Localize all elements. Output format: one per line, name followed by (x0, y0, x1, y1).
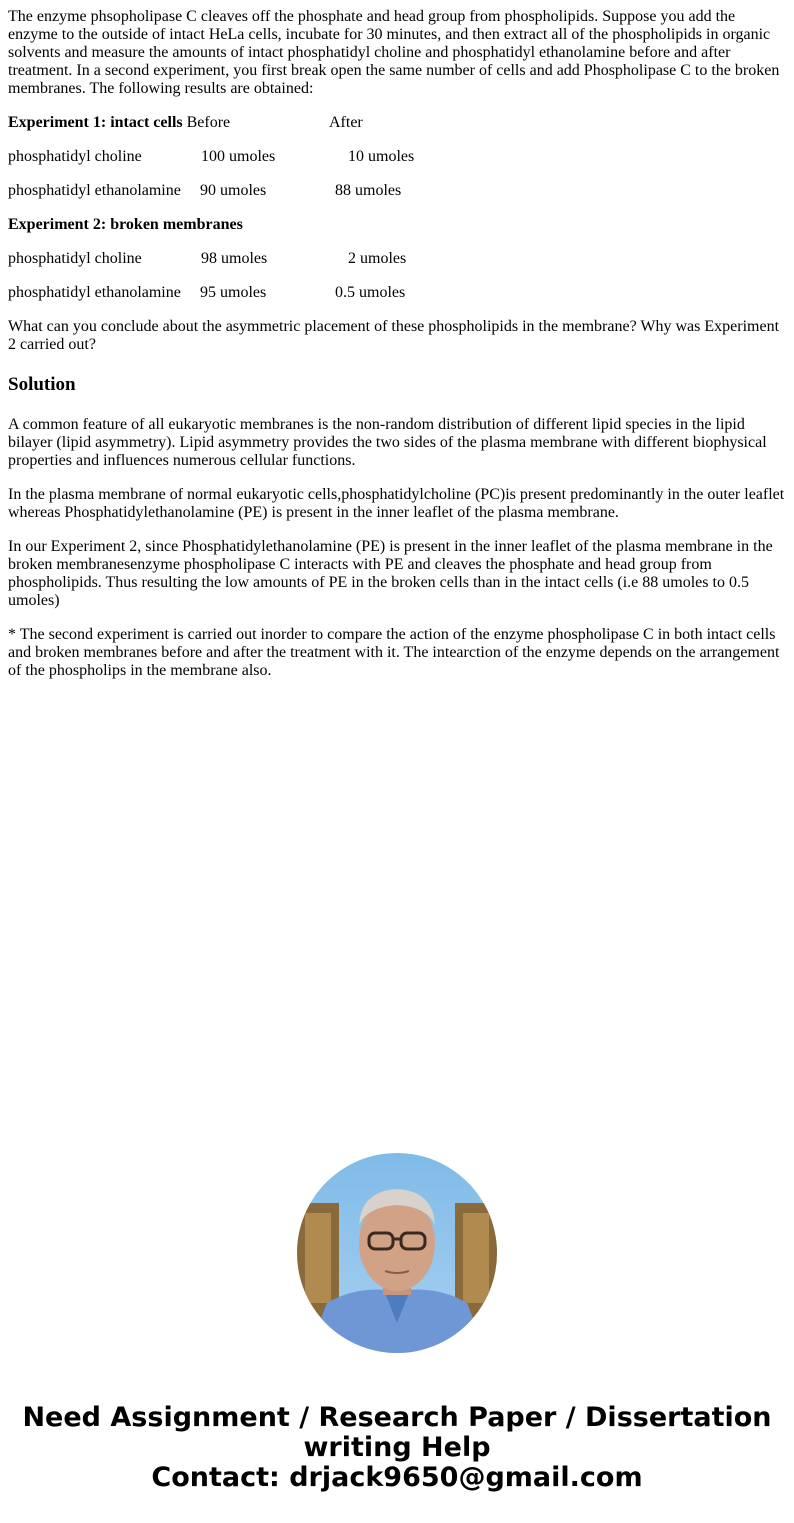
exp2-title: Experiment 2: broken membranes (8, 216, 243, 233)
solution-heading: Solution (8, 374, 76, 395)
row-after: 88 umoles (335, 182, 402, 199)
row-name: phosphatidyl ethanolamine (8, 182, 181, 199)
solution-paragraph: In our Experiment 2, since Phosphatidylethanolamine (PE) is present in the inner leaflet of the plasma membrane in the broken membranesenzyme phospholipase C interacts with PE and cleaves the phosphate and head group from phospholipids. Thus resulting the low amounts of PE in the broken cells than in the intact cells (i.e 88 umoles to 0.5 umoles) (8, 538, 773, 609)
exp1-title: Experiment 1: intact cells (8, 114, 183, 131)
question-prompt: What can you conclude about the asymmetric placement of these phospholipids in the membrane? Why was Experiment 2 carried out? (8, 318, 780, 353)
solution-paragraph: A common feature of all eukaryotic membranes is the non-random distribution of different lipid species in the lipid bilayer (lipid asymmetry). Lipid asymmetry provides the two sides of the plasma membrane with different biophysical properties and influences numerous cellular functions. (8, 416, 767, 469)
exp1-header-row (8, 114, 786, 132)
row-name: phosphatidyl choline (8, 250, 142, 267)
author-avatar (297, 1153, 497, 1353)
footer-line: writing Help (303, 1432, 491, 1463)
row-after: 0.5 umoles (335, 284, 406, 301)
footer-banner (0, 1403, 794, 1493)
footer-contact: Contact: drjack9650@gmail.com (151, 1462, 643, 1493)
author-portrait-image (297, 1153, 497, 1353)
exp1-row-pc (8, 148, 786, 166)
exp1-row-pe (8, 182, 786, 200)
footer-line: Need Assignment / Research Paper / Dissertation (22, 1402, 772, 1433)
exp2-row-pe (8, 284, 786, 302)
row-before: 95 umoles (200, 284, 267, 301)
exp2-header-row (8, 216, 786, 234)
exp2-row-pc (8, 250, 786, 268)
col-after-label: After (329, 114, 363, 131)
row-after: 2 umoles (348, 250, 407, 267)
solution-paragraph: In the plasma membrane of normal eukaryotic cells,phosphatidylcholine (PC)is present predominantly in the outer leaflet whereas Phosphatidylethanolamine (PE) is present in the inner leaflet of the plasma membrane. (8, 486, 785, 521)
row-before: 98 umoles (201, 250, 268, 267)
row-before: 90 umoles (200, 182, 267, 199)
col-before-label: Before (186, 114, 231, 131)
document-body (0, 0, 794, 680)
row-before: 100 umoles (201, 148, 276, 165)
row-name: phosphatidyl ethanolamine (8, 284, 181, 301)
question-intro: The enzyme phsopholipase C cleaves off the phosphate and head group from phospholipids. Suppose you add the enzyme to the outside of intact HeLa cells, incubate for 30 minutes, and then extract all of the phospholipids in organic solvents and measure the amounts of intact phosphatidyl choline and phosphatidyl ethanolamine before and after treatment. In a second experiment, you first break open the same number of cells and add Phospholipase C to the broken membranes. The following results are obtained: (8, 8, 780, 97)
row-after: 10 umoles (348, 148, 415, 165)
row-name: phosphatidyl choline (8, 148, 142, 165)
solution-paragraph: * The second experiment is carried out inorder to compare the action of the enzyme phospholipase C in both intact cells and broken membranes before and after the treatment with it. The intearction of the enzyme depends on the arrangement of the phospholips in the membrane also. (8, 626, 780, 679)
